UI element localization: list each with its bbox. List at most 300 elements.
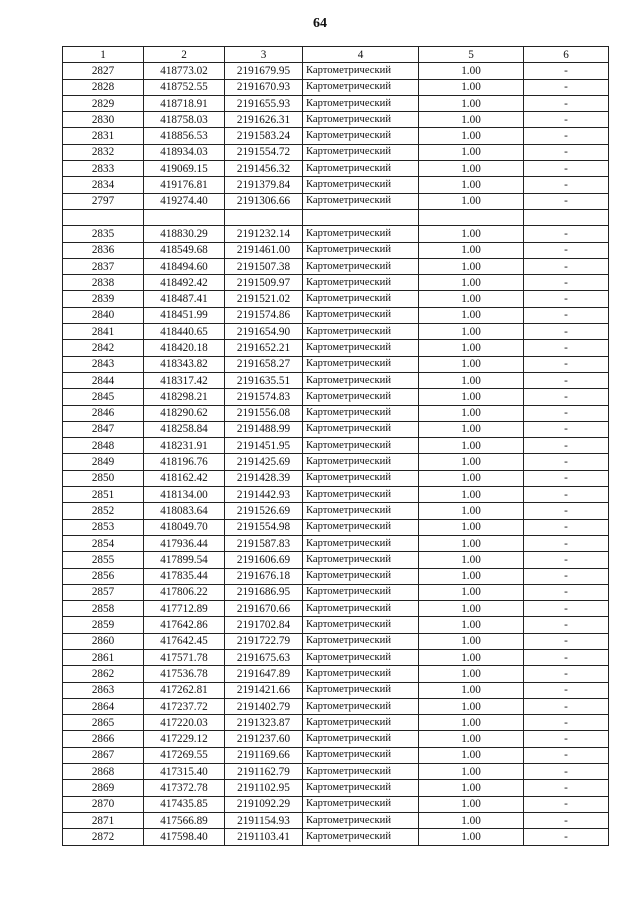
x-coordinate-cell: 418758.03 xyxy=(144,112,225,128)
accuracy-cell: 1.00 xyxy=(419,535,524,551)
note-cell: - xyxy=(524,666,609,682)
method-cell: Картометрический xyxy=(303,715,419,731)
point-number-cell: 2853 xyxy=(63,519,144,535)
accuracy-cell: 1.00 xyxy=(419,275,524,291)
method-cell: Картометрический xyxy=(303,128,419,144)
y-coordinate-cell: 2191421.66 xyxy=(225,682,303,698)
y-coordinate-cell: 2191647.89 xyxy=(225,666,303,682)
method-cell: Картометрический xyxy=(303,79,419,95)
note-cell: - xyxy=(524,829,609,845)
note-cell: - xyxy=(524,161,609,177)
method-cell: Картометрический xyxy=(303,144,419,160)
point-number-cell: 2858 xyxy=(63,601,144,617)
note-cell: - xyxy=(524,112,609,128)
point-number-cell: 2834 xyxy=(63,177,144,193)
table-row xyxy=(63,535,609,551)
y-coordinate-cell: 2191654.90 xyxy=(225,324,303,340)
method-cell: Картометрический xyxy=(303,324,419,340)
y-coordinate-cell: 2191676.18 xyxy=(225,568,303,584)
accuracy-cell: 1.00 xyxy=(419,715,524,731)
y-coordinate-cell: 2191526.69 xyxy=(225,503,303,519)
table-row xyxy=(63,812,609,828)
accuracy-cell: 1.00 xyxy=(419,470,524,486)
point-number-cell: 2844 xyxy=(63,372,144,388)
method-cell: Картометрический xyxy=(303,177,419,193)
table-row xyxy=(63,584,609,600)
accuracy-cell: 1.00 xyxy=(419,829,524,845)
method-cell: Картометрический xyxy=(303,812,419,828)
method-cell: Картометрический xyxy=(303,405,419,421)
column-header-1: 1 xyxy=(63,47,144,63)
table-row xyxy=(63,324,609,340)
y-coordinate-cell: 2191162.79 xyxy=(225,764,303,780)
note-cell: - xyxy=(524,796,609,812)
accuracy-cell: 1.00 xyxy=(419,633,524,649)
x-coordinate-cell: 417835.44 xyxy=(144,568,225,584)
y-coordinate-cell: 2191626.31 xyxy=(225,112,303,128)
point-number-cell: 2856 xyxy=(63,568,144,584)
note-cell: - xyxy=(524,487,609,503)
accuracy-cell: 1.00 xyxy=(419,796,524,812)
x-coordinate-cell: 417372.78 xyxy=(144,780,225,796)
accuracy-cell: 1.00 xyxy=(419,324,524,340)
note-cell: - xyxy=(524,454,609,470)
x-coordinate-cell: 418492.42 xyxy=(144,275,225,291)
table-row xyxy=(63,438,609,454)
point-number-cell: 2862 xyxy=(63,666,144,682)
x-coordinate-cell: 418451.99 xyxy=(144,307,225,323)
note-cell: - xyxy=(524,715,609,731)
method-cell: Картометрический xyxy=(303,389,419,405)
note-cell: - xyxy=(524,519,609,535)
point-number-cell: 2872 xyxy=(63,829,144,845)
y-coordinate-cell: 2191306.66 xyxy=(225,193,303,209)
table-row xyxy=(63,389,609,405)
note-cell: - xyxy=(524,438,609,454)
method-cell: Картометрический xyxy=(303,796,419,812)
note-cell: - xyxy=(524,242,609,258)
x-coordinate-cell: 417936.44 xyxy=(144,535,225,551)
method-cell: Картометрический xyxy=(303,535,419,551)
x-coordinate-cell: 418196.76 xyxy=(144,454,225,470)
accuracy-cell: 1.00 xyxy=(419,764,524,780)
y-coordinate-cell: 2191442.93 xyxy=(225,487,303,503)
x-coordinate-cell: 418718.91 xyxy=(144,95,225,111)
table-row xyxy=(63,63,609,79)
accuracy-cell: 1.00 xyxy=(419,161,524,177)
y-coordinate-cell: 2191509.97 xyxy=(225,275,303,291)
accuracy-cell: 1.00 xyxy=(419,421,524,437)
note-cell: - xyxy=(524,552,609,568)
accuracy-cell: 1.00 xyxy=(419,731,524,747)
point-number-cell: 2846 xyxy=(63,405,144,421)
x-coordinate-cell: 418343.82 xyxy=(144,356,225,372)
x-coordinate-cell: 418049.70 xyxy=(144,519,225,535)
column-header-2: 2 xyxy=(144,47,225,63)
y-coordinate-cell: 2191679.95 xyxy=(225,63,303,79)
x-coordinate-cell: 417806.22 xyxy=(144,584,225,600)
x-coordinate-cell: 418420.18 xyxy=(144,340,225,356)
y-coordinate-cell: 2191574.86 xyxy=(225,307,303,323)
method-cell: Картометрический xyxy=(303,747,419,763)
x-coordinate-cell: 417220.03 xyxy=(144,715,225,731)
note-cell: - xyxy=(524,747,609,763)
table-row xyxy=(63,128,609,144)
point-number-cell: 2860 xyxy=(63,633,144,649)
x-coordinate-cell: 418290.62 xyxy=(144,405,225,421)
table-row xyxy=(63,780,609,796)
note-cell: - xyxy=(524,812,609,828)
y-coordinate-cell: 2191425.69 xyxy=(225,454,303,470)
method-cell: Картометрический xyxy=(303,666,419,682)
table-row xyxy=(63,79,609,95)
y-coordinate-cell: 2191323.87 xyxy=(225,715,303,731)
y-coordinate-cell: 2191554.72 xyxy=(225,144,303,160)
method-cell: Картометрический xyxy=(303,601,419,617)
accuracy-cell xyxy=(419,209,524,225)
y-coordinate-cell: 2191574.83 xyxy=(225,389,303,405)
method-cell: Картометрический xyxy=(303,470,419,486)
note-cell: - xyxy=(524,503,609,519)
method-cell: Картометрический xyxy=(303,568,419,584)
note-cell: - xyxy=(524,275,609,291)
y-coordinate-cell: 2191554.98 xyxy=(225,519,303,535)
table-header xyxy=(63,47,609,63)
accuracy-cell: 1.00 xyxy=(419,340,524,356)
x-coordinate-cell: 417571.78 xyxy=(144,649,225,665)
accuracy-cell: 1.00 xyxy=(419,226,524,242)
y-coordinate-cell: 2191702.84 xyxy=(225,617,303,633)
method-cell: Картометрический xyxy=(303,552,419,568)
method-cell: Картометрический xyxy=(303,372,419,388)
x-coordinate-cell: 417237.72 xyxy=(144,698,225,714)
note-cell: - xyxy=(524,764,609,780)
method-cell: Картометрический xyxy=(303,780,419,796)
point-number-cell: 2870 xyxy=(63,796,144,812)
table-row xyxy=(63,275,609,291)
point-number-cell: 2842 xyxy=(63,340,144,356)
table-row xyxy=(63,421,609,437)
accuracy-cell: 1.00 xyxy=(419,372,524,388)
accuracy-cell: 1.00 xyxy=(419,780,524,796)
note-cell: - xyxy=(524,63,609,79)
x-coordinate-cell: 418487.41 xyxy=(144,291,225,307)
accuracy-cell: 1.00 xyxy=(419,487,524,503)
point-number-cell: 2840 xyxy=(63,307,144,323)
x-coordinate-cell: 418298.21 xyxy=(144,389,225,405)
note-cell: - xyxy=(524,633,609,649)
y-coordinate-cell: 2191237.60 xyxy=(225,731,303,747)
y-coordinate-cell: 2191655.93 xyxy=(225,95,303,111)
x-coordinate-cell: 417435.85 xyxy=(144,796,225,812)
x-coordinate-cell: 417315.40 xyxy=(144,764,225,780)
method-cell: Картометрический xyxy=(303,698,419,714)
table-row xyxy=(63,796,609,812)
x-coordinate-cell: 419274.40 xyxy=(144,193,225,209)
note-cell: - xyxy=(524,731,609,747)
column-header-3: 3 xyxy=(225,47,303,63)
accuracy-cell: 1.00 xyxy=(419,503,524,519)
note-cell: - xyxy=(524,177,609,193)
accuracy-cell: 1.00 xyxy=(419,438,524,454)
point-number-cell: 2827 xyxy=(63,63,144,79)
y-coordinate-cell: 2191102.95 xyxy=(225,780,303,796)
method-cell: Картометрический xyxy=(303,340,419,356)
x-coordinate-cell: 418134.00 xyxy=(144,487,225,503)
y-coordinate-cell: 2191670.66 xyxy=(225,601,303,617)
method-cell: Картометрический xyxy=(303,682,419,698)
column-header-6: 6 xyxy=(524,47,609,63)
y-coordinate-cell: 2191461.00 xyxy=(225,242,303,258)
method-cell: Картометрический xyxy=(303,487,419,503)
point-number-cell xyxy=(63,209,144,225)
accuracy-cell: 1.00 xyxy=(419,144,524,160)
header-row xyxy=(63,47,609,63)
table-row xyxy=(63,112,609,128)
method-cell: Картометрический xyxy=(303,764,419,780)
table-row xyxy=(63,617,609,633)
method-cell: Картометрический xyxy=(303,519,419,535)
point-number-cell: 2830 xyxy=(63,112,144,128)
method-cell: Картометрический xyxy=(303,242,419,258)
point-number-cell: 2852 xyxy=(63,503,144,519)
x-coordinate-cell: 418773.02 xyxy=(144,63,225,79)
point-number-cell: 2871 xyxy=(63,812,144,828)
coordinates-table xyxy=(62,46,609,846)
x-coordinate-cell: 417899.54 xyxy=(144,552,225,568)
x-coordinate-cell: 417642.86 xyxy=(144,617,225,633)
x-coordinate-cell: 418317.42 xyxy=(144,372,225,388)
point-number-cell: 2867 xyxy=(63,747,144,763)
note-cell: - xyxy=(524,356,609,372)
accuracy-cell: 1.00 xyxy=(419,79,524,95)
note-cell: - xyxy=(524,389,609,405)
point-number-cell: 2866 xyxy=(63,731,144,747)
accuracy-cell: 1.00 xyxy=(419,405,524,421)
table-row xyxy=(63,552,609,568)
point-number-cell: 2838 xyxy=(63,275,144,291)
note-cell: - xyxy=(524,291,609,307)
y-coordinate-cell: 2191722.79 xyxy=(225,633,303,649)
table-row xyxy=(63,144,609,160)
y-coordinate-cell xyxy=(225,209,303,225)
note-cell: - xyxy=(524,601,609,617)
accuracy-cell: 1.00 xyxy=(419,584,524,600)
table-row xyxy=(63,715,609,731)
method-cell: Картометрический xyxy=(303,649,419,665)
column-header-5: 5 xyxy=(419,47,524,63)
point-number-cell: 2841 xyxy=(63,324,144,340)
accuracy-cell: 1.00 xyxy=(419,698,524,714)
note-cell: - xyxy=(524,307,609,323)
accuracy-cell: 1.00 xyxy=(419,747,524,763)
table-row xyxy=(63,682,609,698)
point-number-cell: 2833 xyxy=(63,161,144,177)
method-cell: Картометрический xyxy=(303,438,419,454)
y-coordinate-cell: 2191587.83 xyxy=(225,535,303,551)
accuracy-cell: 1.00 xyxy=(419,649,524,665)
y-coordinate-cell: 2191092.29 xyxy=(225,796,303,812)
table-row xyxy=(63,568,609,584)
y-coordinate-cell: 2191169.66 xyxy=(225,747,303,763)
point-number-cell: 2845 xyxy=(63,389,144,405)
accuracy-cell: 1.00 xyxy=(419,242,524,258)
point-number-cell: 2859 xyxy=(63,617,144,633)
accuracy-cell: 1.00 xyxy=(419,617,524,633)
y-coordinate-cell: 2191428.39 xyxy=(225,470,303,486)
x-coordinate-cell: 417712.89 xyxy=(144,601,225,617)
accuracy-cell: 1.00 xyxy=(419,258,524,274)
accuracy-cell: 1.00 xyxy=(419,519,524,535)
table-row xyxy=(63,470,609,486)
point-number-cell: 2839 xyxy=(63,291,144,307)
point-number-cell: 2854 xyxy=(63,535,144,551)
x-coordinate-cell: 418752.55 xyxy=(144,79,225,95)
note-cell: - xyxy=(524,405,609,421)
table-row xyxy=(63,340,609,356)
note-cell: - xyxy=(524,617,609,633)
y-coordinate-cell: 2191488.99 xyxy=(225,421,303,437)
x-coordinate-cell: 418231.91 xyxy=(144,438,225,454)
table-row xyxy=(63,454,609,470)
table-row xyxy=(63,356,609,372)
note-cell: - xyxy=(524,193,609,209)
point-number-cell: 2847 xyxy=(63,421,144,437)
point-number-cell: 2831 xyxy=(63,128,144,144)
table-row xyxy=(63,209,609,225)
x-coordinate-cell: 418830.29 xyxy=(144,226,225,242)
y-coordinate-cell: 2191379.84 xyxy=(225,177,303,193)
y-coordinate-cell: 2191402.79 xyxy=(225,698,303,714)
method-cell: Картометрический xyxy=(303,731,419,747)
note-cell: - xyxy=(524,258,609,274)
note-cell: - xyxy=(524,649,609,665)
y-coordinate-cell: 2191154.93 xyxy=(225,812,303,828)
accuracy-cell: 1.00 xyxy=(419,307,524,323)
method-cell: Картометрический xyxy=(303,226,419,242)
table-row xyxy=(63,177,609,193)
x-coordinate-cell: 418258.84 xyxy=(144,421,225,437)
point-number-cell: 2837 xyxy=(63,258,144,274)
table-row xyxy=(63,226,609,242)
x-coordinate-cell: 418856.53 xyxy=(144,128,225,144)
x-coordinate-cell: 418934.03 xyxy=(144,144,225,160)
point-number-cell: 2843 xyxy=(63,356,144,372)
note-cell: - xyxy=(524,698,609,714)
note-cell: - xyxy=(524,340,609,356)
method-cell: Картометрический xyxy=(303,421,419,437)
point-number-cell: 2855 xyxy=(63,552,144,568)
table-row xyxy=(63,193,609,209)
note-cell: - xyxy=(524,95,609,111)
table-row xyxy=(63,372,609,388)
point-number-cell: 2869 xyxy=(63,780,144,796)
accuracy-cell: 1.00 xyxy=(419,552,524,568)
accuracy-cell: 1.00 xyxy=(419,177,524,193)
table-row xyxy=(63,731,609,747)
x-coordinate-cell: 418440.65 xyxy=(144,324,225,340)
note-cell: - xyxy=(524,79,609,95)
note-cell: - xyxy=(524,780,609,796)
method-cell xyxy=(303,209,419,225)
table-row xyxy=(63,405,609,421)
note-cell: - xyxy=(524,226,609,242)
y-coordinate-cell: 2191103.41 xyxy=(225,829,303,845)
note-cell: - xyxy=(524,324,609,340)
y-coordinate-cell: 2191635.51 xyxy=(225,372,303,388)
table-row xyxy=(63,747,609,763)
point-number-cell: 2832 xyxy=(63,144,144,160)
x-coordinate-cell: 417536.78 xyxy=(144,666,225,682)
table-row xyxy=(63,649,609,665)
method-cell: Картометрический xyxy=(303,291,419,307)
x-coordinate-cell: 418083.64 xyxy=(144,503,225,519)
x-coordinate-cell: 419176.81 xyxy=(144,177,225,193)
point-number-cell: 2828 xyxy=(63,79,144,95)
table-row xyxy=(63,519,609,535)
table-row xyxy=(63,242,609,258)
accuracy-cell: 1.00 xyxy=(419,356,524,372)
note-cell: - xyxy=(524,421,609,437)
point-number-cell: 2851 xyxy=(63,487,144,503)
point-number-cell: 2850 xyxy=(63,470,144,486)
y-coordinate-cell: 2191521.02 xyxy=(225,291,303,307)
point-number-cell: 2857 xyxy=(63,584,144,600)
point-number-cell: 2848 xyxy=(63,438,144,454)
y-coordinate-cell: 2191652.21 xyxy=(225,340,303,356)
accuracy-cell: 1.00 xyxy=(419,95,524,111)
x-coordinate-cell: 419069.15 xyxy=(144,161,225,177)
point-number-cell: 2861 xyxy=(63,649,144,665)
method-cell: Картометрический xyxy=(303,112,419,128)
table-row xyxy=(63,601,609,617)
method-cell: Картометрический xyxy=(303,193,419,209)
point-number-cell: 2864 xyxy=(63,698,144,714)
y-coordinate-cell: 2191606.69 xyxy=(225,552,303,568)
note-cell: - xyxy=(524,568,609,584)
y-coordinate-cell: 2191232.14 xyxy=(225,226,303,242)
note-cell: - xyxy=(524,682,609,698)
y-coordinate-cell: 2191556.08 xyxy=(225,405,303,421)
x-coordinate-cell: 418494.60 xyxy=(144,258,225,274)
y-coordinate-cell: 2191507.38 xyxy=(225,258,303,274)
table-row xyxy=(63,829,609,845)
column-header-4: 4 xyxy=(303,47,419,63)
table-row xyxy=(63,258,609,274)
accuracy-cell: 1.00 xyxy=(419,389,524,405)
table-row xyxy=(63,764,609,780)
x-coordinate-cell: 418162.42 xyxy=(144,470,225,486)
accuracy-cell: 1.00 xyxy=(419,666,524,682)
y-coordinate-cell: 2191670.93 xyxy=(225,79,303,95)
note-cell: - xyxy=(524,535,609,551)
method-cell: Картометрический xyxy=(303,829,419,845)
method-cell: Картометрический xyxy=(303,633,419,649)
x-coordinate-cell: 418549.68 xyxy=(144,242,225,258)
y-coordinate-cell: 2191451.95 xyxy=(225,438,303,454)
point-number-cell: 2863 xyxy=(63,682,144,698)
table-row xyxy=(63,161,609,177)
point-number-cell: 2836 xyxy=(63,242,144,258)
y-coordinate-cell: 2191658.27 xyxy=(225,356,303,372)
point-number-cell: 2849 xyxy=(63,454,144,470)
accuracy-cell: 1.00 xyxy=(419,128,524,144)
method-cell: Картометрический xyxy=(303,63,419,79)
accuracy-cell: 1.00 xyxy=(419,812,524,828)
table-row xyxy=(63,633,609,649)
table-row xyxy=(63,503,609,519)
x-coordinate-cell: 417566.89 xyxy=(144,812,225,828)
